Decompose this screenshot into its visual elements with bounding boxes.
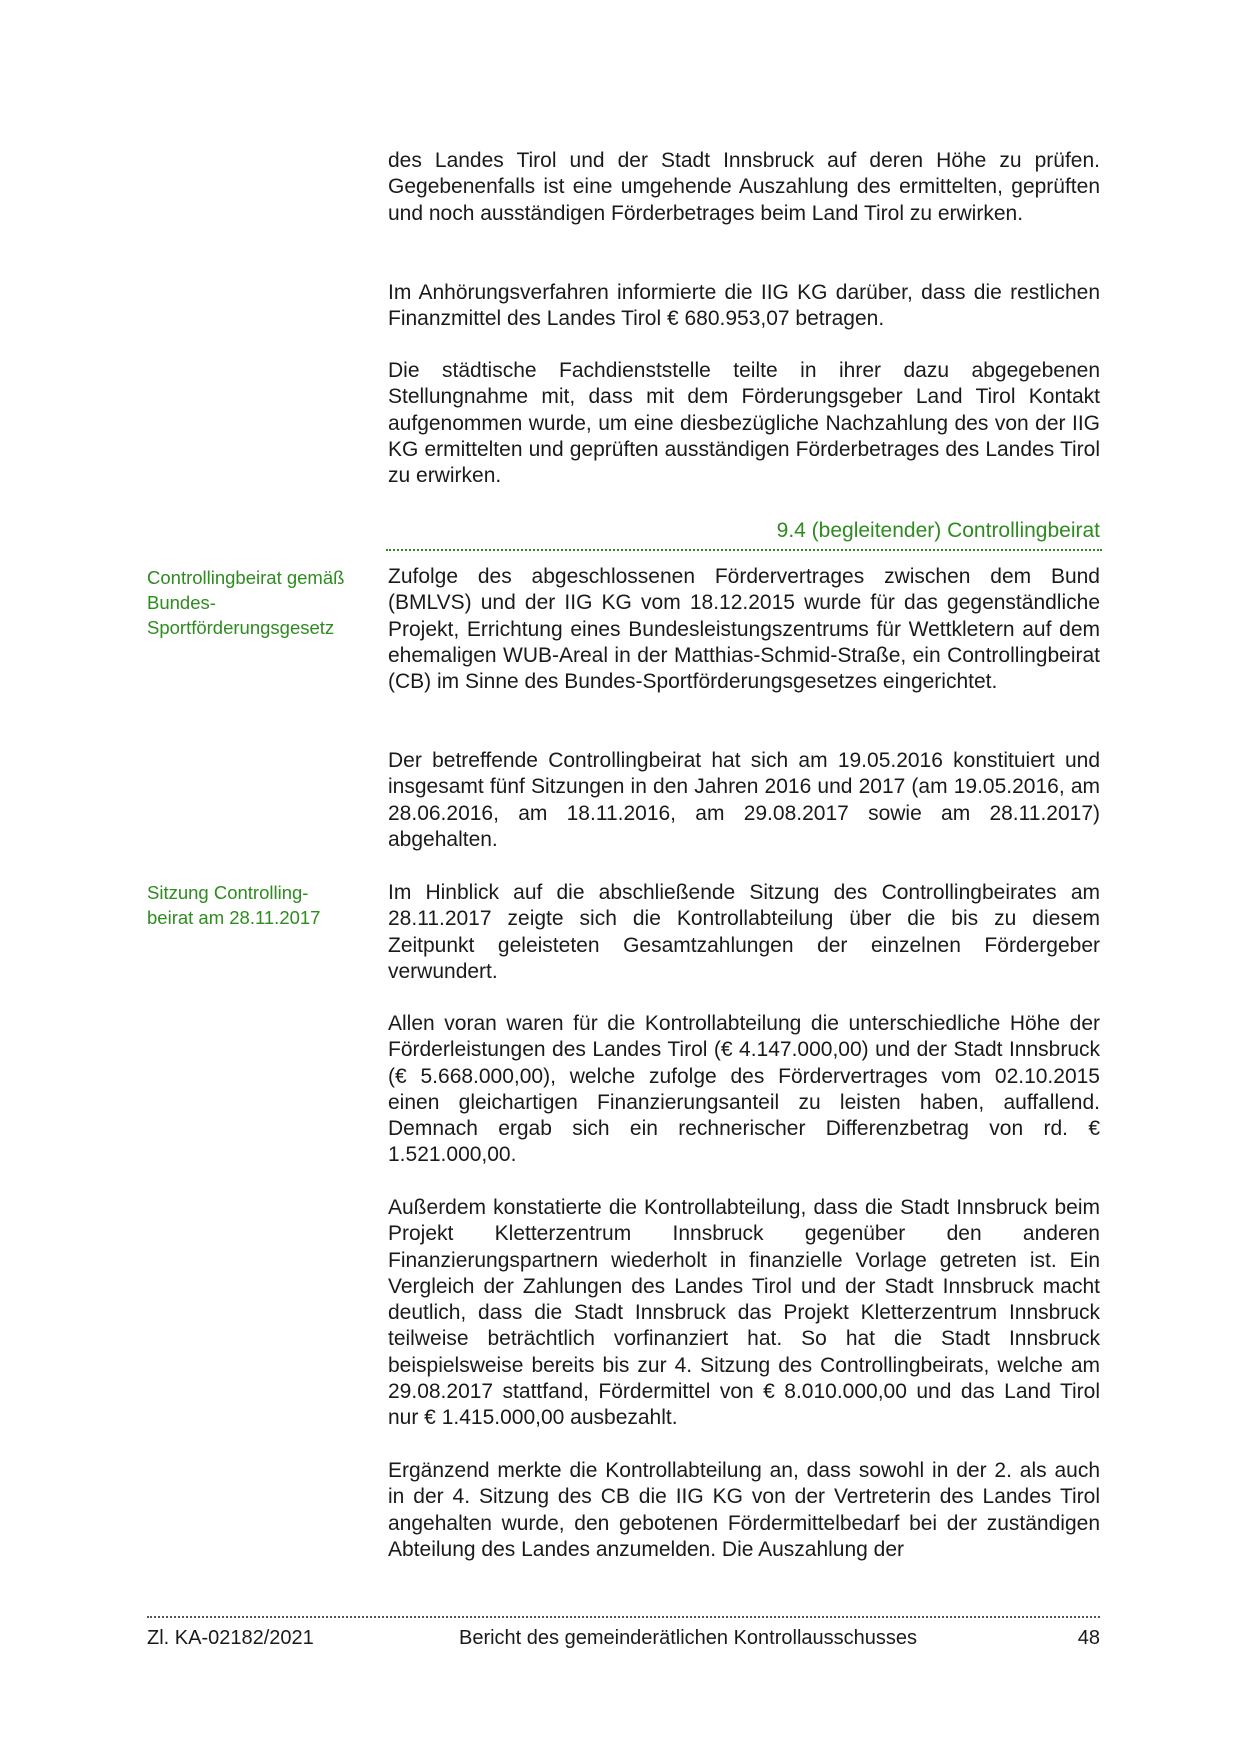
page-number: 48 bbox=[1077, 1627, 1100, 1649]
paragraph-foerdervertrag: Zufolge des abgeschlossenen Fördervertrages zwischen dem Bund (BMLVS) und der IIG KG vom 18.12.2015 wurde für das gegenständliche Projekt, Errichtung eines Bundesleistungszentrums für Wettkletern auf dem ehemaligen WUB-Areal in der Matthias-Schmid-Straße, ein Controllingbeirat (CB) im Sinne des Bundes-Sportförderungsgesetzes eingerichtet. bbox=[388, 565, 1100, 694]
footer-divider bbox=[147, 1616, 1100, 1618]
footer-reference: Zl. KA-02182/2021 bbox=[147, 1627, 314, 1649]
paragraph-statement: Die städtische Fachdienststelle teilte in ihrer dazu abgegebenen Stellungnahme mit, dass mit dem Förderungsgeber Land Tirol Kontakt aufgenommen wurde, um eine diesbezügliche Nachzahlung des von der IIG KG ermittelten und geprüften ausständigen Förderbetrages des Landes Tirol zu erwirken. bbox=[388, 359, 1100, 488]
section-divider bbox=[386, 549, 1102, 551]
paragraph-hearing: Im Anhörungsverfahren informierte die IIG KG darüber, dass die restlichen Finanzmittel des Landes Tirol € 680.953,07 betragen. bbox=[388, 281, 1100, 331]
paragraph-ergaenzend: Ergänzend merkte die Kontrollabteilung an, dass sowohl in der 2. als auch in der 4. Sitzung des CB die IIG KG von der Vertreterin des Landes Tirol angehalten wurde, den gebotenen Fördermittelbedarf bei der zuständigen Abteilung des Landes anzumelden. Die Auszahlung der bbox=[388, 1459, 1100, 1561]
margin-note-controllingbeirat: Controllingbeirat gemäß Bundes-Sportförderungsgesetz bbox=[147, 567, 345, 638]
section-heading: 9.4 (begleitender) Controllingbeirat bbox=[776, 519, 1100, 542]
paragraph-continuation: des Landes Tirol und der Stadt Innsbruck auf deren Höhe zu prüfen. Gegebenenfalls ist eine umgehende Auszahlung des ermittelten, geprüften und noch ausständigen Förderbetrages beim Land Tirol zu erwirken. bbox=[388, 149, 1100, 225]
paragraph-vorfinanzierung: Außerdem konstatierte die Kontrollabteilung, dass die Stadt Innsbruck beim Projekt Kletterzentrum Innsbruck gegenüber den anderen Finanzierungspartnern wiederholt in finanzielle Vorlage getreten ist. Ein Vergleich der Zahlungen des Landes Tirol und der Stadt Innsbruck macht deutlich, dass die Stadt Innsbruck das Projekt Kletterzentrum Innsbruck teilweise beträchtlich vorfinanziert hat. So hat die Stadt Innsbruck beispielsweise bereits bis zur 4. Sitzung des Controllingbeirats, welche am 29.08.2017 stattfand, Fördermittel von € 8.010.000,00 und das Land Tirol nur € 1.415.000,00 ausbezahlt. bbox=[388, 1196, 1100, 1430]
paragraph-abschliessende-sitzung: Im Hinblick auf die abschließende Sitzung des Controllingbeirates am 28.11.2017 zeigte sich die Kontrollabteilung über die bis zu diesem Zeitpunkt geleisteten Gesamtzahlungen der einzelnen Fördergeber verwundert. bbox=[388, 881, 1100, 983]
paragraph-sitzungen: Der betreffende Controllingbeirat hat sich am 19.05.2016 konstituiert und insgesamt fünf Sitzungen in den Jahren 2016 und 2017 (am 19.05.2016, am 28.06.2016, am 18.11.2016, am 29.08.2017 sowie am 28.11.2017) abgehalten. bbox=[388, 749, 1100, 851]
paragraph-foerderleistungen: Allen voran waren für die Kontrollabteilung die unterschiedliche Höhe der Förderleistungen des Landes Tirol (€ 4.147.000,00) und der Stadt Innsbruck (€ 5.668.000,00), welche zufolge des Fördervertrages vom 02.10.2015 einen gleichartigen Finanzierungsanteil zu leisten haben, auffallend. Demnach ergab sich ein rechnerischer Differenzbetrag von rd. € 1.521.000,00. bbox=[388, 1012, 1100, 1167]
margin-note-sitzung: Sitzung Controlling-beirat am 28.11.2017 bbox=[147, 882, 321, 928]
footer-title: Bericht des gemeinderätlichen Kontrollausschusses bbox=[458, 1627, 918, 1649]
